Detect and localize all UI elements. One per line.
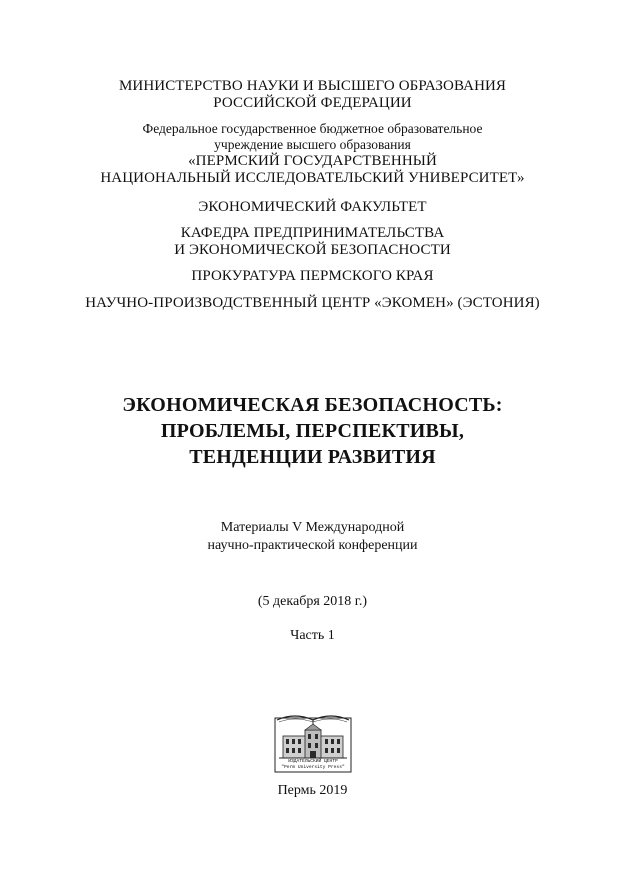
title-line-2: ПРОБЛЕМЫ, ПЕРСПЕКТИВЫ, — [160, 420, 465, 442]
publisher-logo-line-2: "Perm University Press" — [281, 765, 345, 770]
university-line-1: «ПЕРМСКИЙ ГОСУДАРСТВЕННЫЙ — [188, 153, 437, 169]
faculty: ЭКОНОМИЧЕСКИЙ ФАКУЛЬТЕТ — [198, 199, 427, 215]
university-line-2: НАЦИОНАЛЬНЫЙ ИССЛЕДОВАТЕЛЬСКИЙ УНИВЕРСИТЕТ» — [100, 170, 525, 186]
subtitle-line-1: Материалы V Международной — [220, 520, 405, 535]
subtitle-line-2: научно-практической конференции — [207, 538, 418, 553]
institution-line-2: учреждение высшего образования — [214, 137, 411, 152]
publisher-logo-line-1: ИЗДАТЕЛЬСКИЙ ЦЕНТР — [288, 759, 338, 764]
department-line-2: И ЭКОНОМИЧЕСКОЙ БЕЗОПАСНОСТИ — [174, 242, 451, 258]
research-center: НАУЧНО-ПРОИЗВОДСТВЕННЫЙ ЦЕНТР «ЭКОМЕН» (ЭСТОНИЯ) — [85, 295, 540, 311]
title-line-3: ТЕНДЕНЦИИ РАЗВИТИЯ — [189, 446, 436, 468]
institution-line-1: Федеральное государственное бюджетное образовательное — [142, 121, 483, 136]
part-number: Часть 1 — [290, 628, 335, 643]
ministry-line-2: РОССИЙСКОЙ ФЕДЕРАЦИИ — [213, 95, 412, 111]
department-line-1: КАФЕДРА ПРЕДПРИНИМАТЕЛЬСТВА — [180, 225, 445, 241]
conference-date: (5 декабря 2018 г.) — [257, 594, 368, 609]
imprint: Пермь 2019 — [277, 783, 348, 798]
title-line-1: ЭКОНОМИЧЕСКАЯ БЕЗОПАСНОСТЬ: — [122, 394, 503, 416]
prosecutor-office: ПРОКУРАТУРА ПЕРМСКОГО КРАЯ — [191, 268, 434, 284]
ministry-line-1: МИНИСТЕРСТВО НАУКИ И ВЫСШЕГО ОБРАЗОВАНИЯ — [118, 78, 507, 94]
